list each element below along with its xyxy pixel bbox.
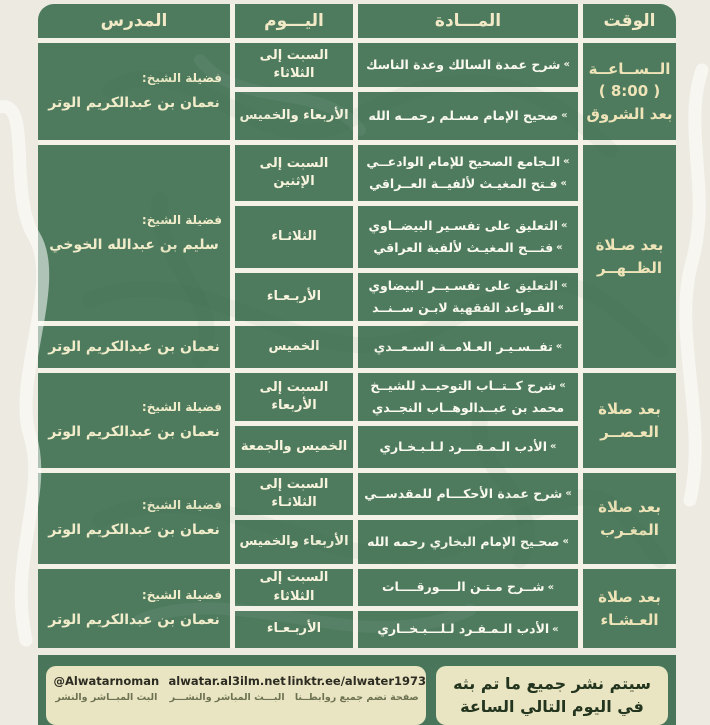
teacher-name: نعمان بن عبدالكريم الوتر: [48, 338, 220, 355]
subject-text: صحيح الإمام مسـلم رحمــه الله: [368, 107, 559, 123]
footer-note-line1: سيتم نشر جميع ما تم بثه: [453, 674, 651, 693]
teacher-name: نعمان بن عبدالكريم الوتر: [48, 424, 220, 440]
teacher-cell: [38, 145, 230, 321]
time-line: المغـرب: [600, 520, 659, 539]
subject-cell: [358, 326, 578, 368]
day-cell: السبت إلى الأربعاء: [235, 373, 353, 421]
subject-cell: [358, 145, 578, 201]
time-cell-dhuhr: [583, 145, 676, 368]
bullet-icon: «: [555, 341, 563, 353]
time-cell-maghrib: [583, 473, 676, 564]
subject-text: فـتح المغيـث لألفيــة العــراقي: [369, 175, 558, 191]
time-cell-sunrise: [583, 43, 676, 140]
header-subject: المـــادة: [358, 4, 578, 38]
social-handle-link[interactable]: @Alwatarnoman: [53, 674, 160, 688]
subject-cell: [358, 611, 578, 648]
subject-text: التعليق على تفسـير البيضــاوي: [368, 217, 559, 233]
subject-text: صحـيح الإمام البخاري رحمه الله: [367, 533, 560, 549]
subject-cell: [358, 473, 578, 515]
bullet-icon: «: [562, 536, 569, 548]
day-cell: الخميس: [235, 326, 353, 368]
subject-text: الأدب الـمـفـــرد لـلـبـخـاري: [379, 438, 548, 454]
teacher-cell: [38, 43, 230, 140]
day-cell: السبت إلى الثلاثاء: [235, 43, 353, 87]
teacher-prefix: فضيلة الشيخ:: [141, 498, 222, 512]
subject-cell: [358, 520, 578, 564]
time-line: ( 8:00 ): [598, 82, 661, 101]
day-cell: الثلاثـاء: [235, 206, 353, 268]
teacher-name: نعمان بن عبدالكريم الوتر: [48, 95, 220, 111]
teacher-cell: [38, 326, 230, 368]
subject-text: شرح كــتــاب التوحيــد للشيــخ: [370, 377, 557, 393]
subject-text: الـجامع الصحيح للإمام الوادعــي: [366, 153, 561, 169]
link-caption: صفحة تضم جميع روابطــنا: [294, 692, 419, 703]
linktree-link[interactable]: linktr.ee/alwater1973: [287, 674, 426, 688]
bullet-icon: «: [560, 178, 567, 190]
subject-cell: [358, 569, 578, 606]
time-cell-asr: [583, 373, 676, 468]
subject-text: الأدب الـمـفـرد لـلـــبـخــاري: [377, 621, 550, 637]
bullet-icon: «: [547, 581, 555, 593]
teacher-prefix: فضيلة الشيخ:: [141, 212, 222, 227]
time-line: الظــهــر: [596, 258, 663, 277]
subject-cell: [358, 206, 578, 268]
header-time: الوقت: [583, 4, 676, 38]
time-line: بعد صلاة: [598, 588, 661, 606]
bullet-icon: «: [565, 488, 572, 500]
link-caption: البث المبــاشر والنشر: [55, 692, 158, 703]
bullet-icon: «: [556, 242, 563, 254]
website-link[interactable]: alwatar.al3ilm.net: [168, 674, 286, 688]
subject-text: شرح عمدة السالك وعدة الناسك: [366, 56, 561, 72]
subject-cell: [358, 273, 578, 321]
bullet-icon: «: [550, 441, 557, 453]
bullet-icon: «: [563, 59, 570, 71]
time-line: بعد صلاة: [598, 400, 661, 418]
footer-band: [38, 655, 676, 725]
teacher-prefix: فضيلة الشيخ:: [141, 400, 222, 414]
subject-cell: [358, 426, 578, 468]
subject-text: فتـــح المغيـث لألفية العراقي: [373, 239, 554, 255]
day-cell: السبت إلى الثلاثاء: [235, 569, 353, 606]
subject-cell: [358, 373, 578, 421]
time-cell-isha: [583, 569, 676, 648]
time-line: العـشـاء: [600, 610, 659, 629]
bullet-icon: «: [561, 220, 568, 232]
teacher-cell: [38, 373, 230, 468]
teacher-prefix: فضيلة الشيخ:: [141, 588, 222, 602]
subject-text: شــرح مـتـن الــــورقــــات: [381, 579, 545, 595]
bullet-icon: «: [552, 623, 559, 635]
footer-links: [46, 666, 426, 725]
teacher-cell: [38, 473, 230, 564]
bullet-icon: «: [561, 280, 568, 292]
subject-text: التعليق على تفسـيــر البيضاوي: [368, 277, 559, 293]
time-line: العـصــر: [600, 422, 659, 441]
footer-note: [436, 666, 668, 725]
link-column-social: [46, 674, 167, 703]
footer-note-line2: في اليوم التالي الساعة: [460, 697, 644, 717]
header-teacher: المدرس: [38, 4, 230, 38]
bullet-icon: «: [557, 302, 564, 314]
day-cell: السبت إلى الإثنين: [235, 145, 353, 201]
day-cell: الأربـعـاء: [235, 273, 353, 321]
teacher-prefix: فضيلة الشيخ:: [141, 71, 222, 85]
subject-text: شرح عمدة الأحكـــام للمقدســي: [364, 485, 563, 501]
subject-cell: [358, 92, 578, 140]
link-column-linktree: [288, 674, 426, 703]
time-line: الــســاعــة: [588, 59, 671, 78]
time-line: بعد صلاة: [598, 498, 661, 516]
bullet-icon: «: [561, 110, 568, 122]
day-cell: الأربـعـاء: [235, 611, 353, 648]
schedule-table: [38, 4, 676, 648]
teacher-cell: [38, 569, 230, 648]
subject-text: تفــسـيـر العـلامــة السـعــدي: [373, 338, 553, 354]
day-cell: السبت إلى الثلاثـاء: [235, 473, 353, 515]
day-cell: الأربعاء والخميس: [235, 92, 353, 140]
link-column-website: [167, 674, 288, 703]
subject-text: محمد بن عبــدالوهــاب النجــدي: [371, 399, 565, 415]
header-day: اليـــوم: [235, 4, 353, 38]
day-cell: الأربعاء والخميس: [235, 520, 353, 564]
link-caption: البـــث المباشر والنشـــر: [169, 692, 285, 703]
bullet-icon: «: [563, 156, 570, 168]
day-cell: الخميس والجمعة: [235, 426, 353, 468]
time-line: بعد صـلاة: [595, 236, 664, 254]
teacher-name: سليم بن عبدالله الخوخي: [49, 236, 219, 253]
bullet-icon: «: [559, 380, 566, 392]
subject-cell: [358, 43, 578, 87]
time-line: بعد الشروق: [586, 104, 673, 123]
teacher-name: نعمان بن عبدالكريم الوتر: [48, 612, 220, 628]
teacher-name: نعمان بن عبدالكريم الوتر: [48, 522, 220, 538]
subject-text: القـواعد الفقهية لابـن ســنــد: [372, 299, 555, 315]
